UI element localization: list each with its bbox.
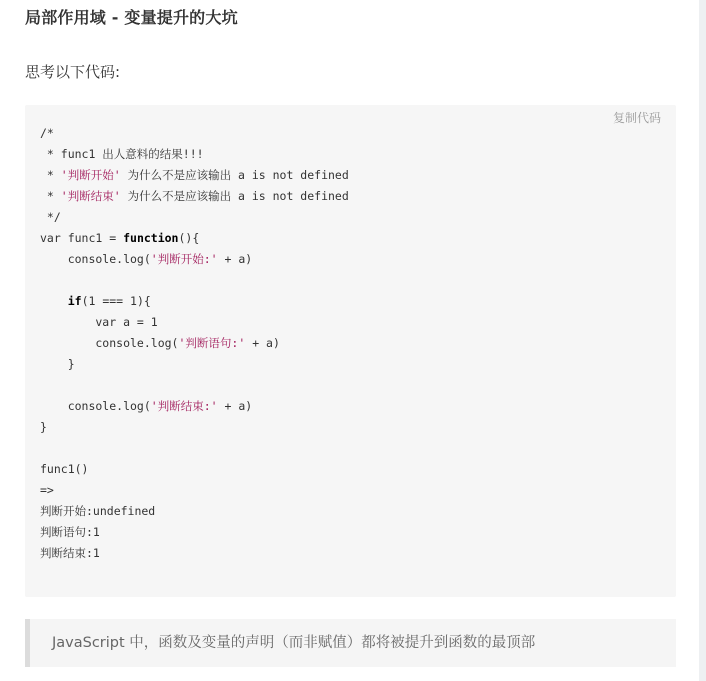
code-token-comment: 为什么不是应该输出 a is not defined	[120, 168, 349, 182]
intro-text: 思考以下代码:	[25, 63, 121, 81]
code-token-kw: if	[67, 294, 82, 308]
code-token-str: '判断开始'	[60, 168, 121, 182]
code-line	[40, 501, 349, 522]
blockquote	[25, 619, 676, 667]
code-line	[40, 543, 349, 564]
code-token-plain: }	[40, 357, 75, 371]
code-content	[40, 123, 349, 564]
code-line	[40, 249, 349, 270]
code-block	[25, 105, 676, 597]
code-line	[40, 207, 349, 228]
code-token-plain: 判断结束:1	[40, 546, 100, 560]
code-line	[40, 438, 349, 459]
code-token-plain: + a)	[245, 336, 280, 350]
code-token-plain: console.log(	[40, 399, 151, 413]
code-token-plain: + a)	[217, 399, 253, 413]
code-token-str: '判断结束'	[60, 189, 121, 203]
code-line	[40, 480, 349, 501]
code-token-comment: */	[40, 210, 61, 224]
code-line	[40, 354, 349, 375]
code-token-plain: console.log(	[40, 336, 179, 350]
code-line	[40, 459, 349, 480]
code-token-comment: /*	[40, 126, 54, 140]
code-line	[40, 312, 349, 333]
code-token-str: '判断结束:'	[150, 399, 218, 413]
code-token-plain: var a = 1	[40, 315, 158, 329]
code-line	[40, 270, 349, 291]
code-token-comment: 为什么不是应该输出 a is not defined	[120, 189, 349, 203]
code-token-plain: (1 === 1){	[81, 294, 151, 308]
code-line	[40, 186, 349, 207]
code-token-kw: function	[123, 231, 179, 245]
code-token-plain: 判断语句:1	[40, 525, 100, 539]
code-line	[40, 123, 349, 144]
code-token-str: '判断开始:'	[150, 252, 218, 266]
code-token-comment: * func1 出人意料的结果!!!	[40, 147, 204, 161]
blockquote-text: JavaScript 中，函数及变量的声明（而非赋值）都将被提升到函数的最顶部	[52, 635, 536, 651]
copy-code-button[interactable]: 复制代码	[612, 111, 661, 125]
code-token-str: '判断语句:'	[178, 336, 246, 350]
code-line	[40, 417, 349, 438]
code-token-plain	[40, 294, 68, 308]
code-token-comment: *	[40, 168, 61, 182]
code-token-plain: =>	[40, 483, 54, 497]
code-line	[40, 333, 349, 354]
section-heading: 局部作用域 - 变量提升的大坑	[25, 8, 238, 27]
code-token-plain: + a)	[217, 252, 253, 266]
code-line	[40, 291, 349, 312]
code-token-plain: var func1 =	[40, 231, 124, 245]
code-token-plain: }	[40, 420, 47, 434]
code-token-plain: 判断开始:undefined	[40, 504, 156, 518]
code-token-plain: console.log(	[40, 252, 151, 266]
code-line	[40, 375, 349, 396]
code-token-plain: (){	[178, 231, 200, 245]
code-line	[40, 522, 349, 543]
code-line	[40, 165, 349, 186]
code-line	[40, 396, 349, 417]
code-token-comment: *	[40, 189, 61, 203]
code-token-plain: func1()	[40, 462, 89, 476]
code-line	[40, 144, 349, 165]
code-line	[40, 228, 349, 249]
